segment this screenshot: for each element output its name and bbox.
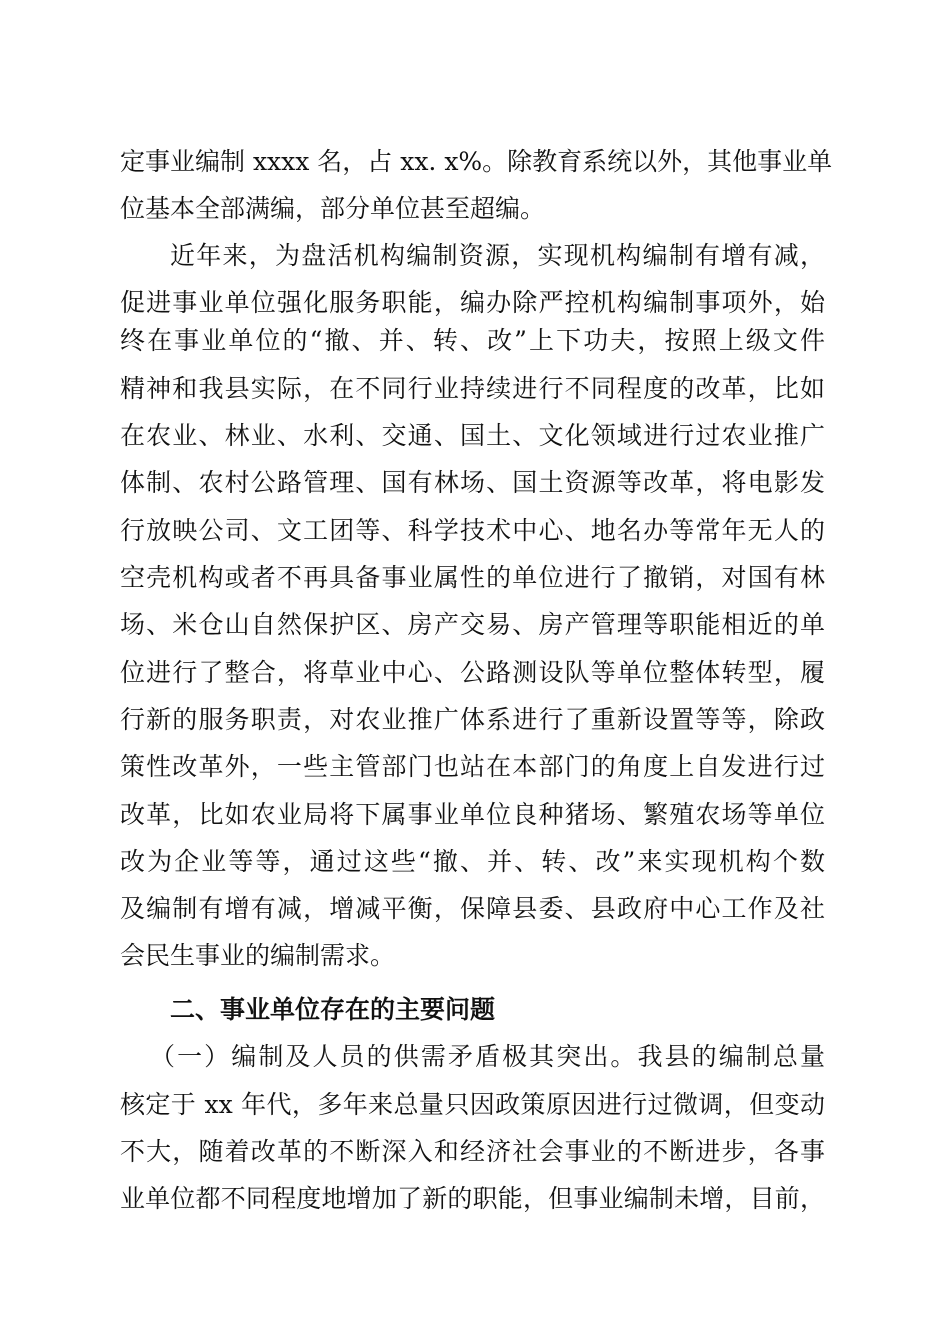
paragraph-3-line-1: 核定于 xx 年代，多年来总量只因政策原因进行过微调，但变动 [120, 1090, 825, 1119]
paragraph-2-line-5: 在农业、林业、水利、交通、国土、文化领域进行过农业推广 [120, 421, 825, 450]
paragraph-2-line-8: 空壳机构或者不再具备事业属性的单位进行了撤销，对国有林 [120, 563, 825, 592]
paragraph-2-line-7: 行放映公司、文工团等、科学技术中心、地名办等常年无人的 [120, 516, 825, 545]
section-heading: 二、事业单位存在的主要问题 [170, 995, 496, 1024]
paragraph-1-line-1: 定事业编制 xxxx 名，占 xx. x%。除教育系统以外，其他事业单 [120, 147, 833, 176]
paragraph-2-line-15: 及编制有增有减，增减平衡，保障县委、县政府中心工作及社 [120, 894, 825, 923]
paragraph-2-line-6: 体制、农村公路管理、国有林场、国土资源等改革，将电影发 [120, 468, 825, 497]
paragraph-2-line-3: 终在事业单位的“撤、并、转、改”上下功夫，按照上级文件 [120, 326, 825, 355]
paragraph-2-line-9: 场、米仓山自然保护区、房产交易、房产管理等职能相近的单 [120, 610, 825, 639]
paragraph-2-line-11: 行新的服务职责，对农业推广体系进行了重新设置等等，除政 [120, 705, 825, 734]
paragraph-3-line-3: 业单位都不同程度地增加了新的职能，但事业编制未增，目前， [120, 1184, 825, 1213]
paragraph-2-line-2: 促进事业单位强化服务职能，编办除严控机构编制事项外，始 [120, 288, 825, 317]
paragraph-2-line-13: 改革，比如农业局将下属事业单位良种猪场、繁殖农场等单位 [120, 800, 825, 829]
paragraph-2-line-10: 位进行了整合，将草业中心、公路测设队等单位整体转型，履 [120, 658, 825, 687]
paragraph-2-line-4: 精神和我县实际，在不同行业持续进行不同程度的改革，比如 [120, 374, 825, 403]
paragraph-3-line-2: 不大，随着改革的不断深入和经济社会事业的不断进步，各事 [120, 1137, 825, 1166]
paragraph-2-line-1: 近年来，为盘活机构编制资源，实现机构编制有增有减， [170, 241, 825, 270]
paragraph-2-line-14: 改为企业等等，通过这些“撤、并、转、改”来实现机构个数 [120, 847, 825, 876]
paragraph-2-line-12: 策性改革外，一些主管部门也站在本部门的角度上自发进行过 [120, 752, 825, 781]
subsection-heading: （一）编制及人员的供需矛盾极其突出。我县的编制总量 [150, 1042, 825, 1071]
paragraph-2-line-16: 会民生事业的编制需求。 [120, 941, 396, 970]
paragraph-1-line-2: 位基本全部满编，部分单位甚至超编。 [120, 194, 546, 223]
